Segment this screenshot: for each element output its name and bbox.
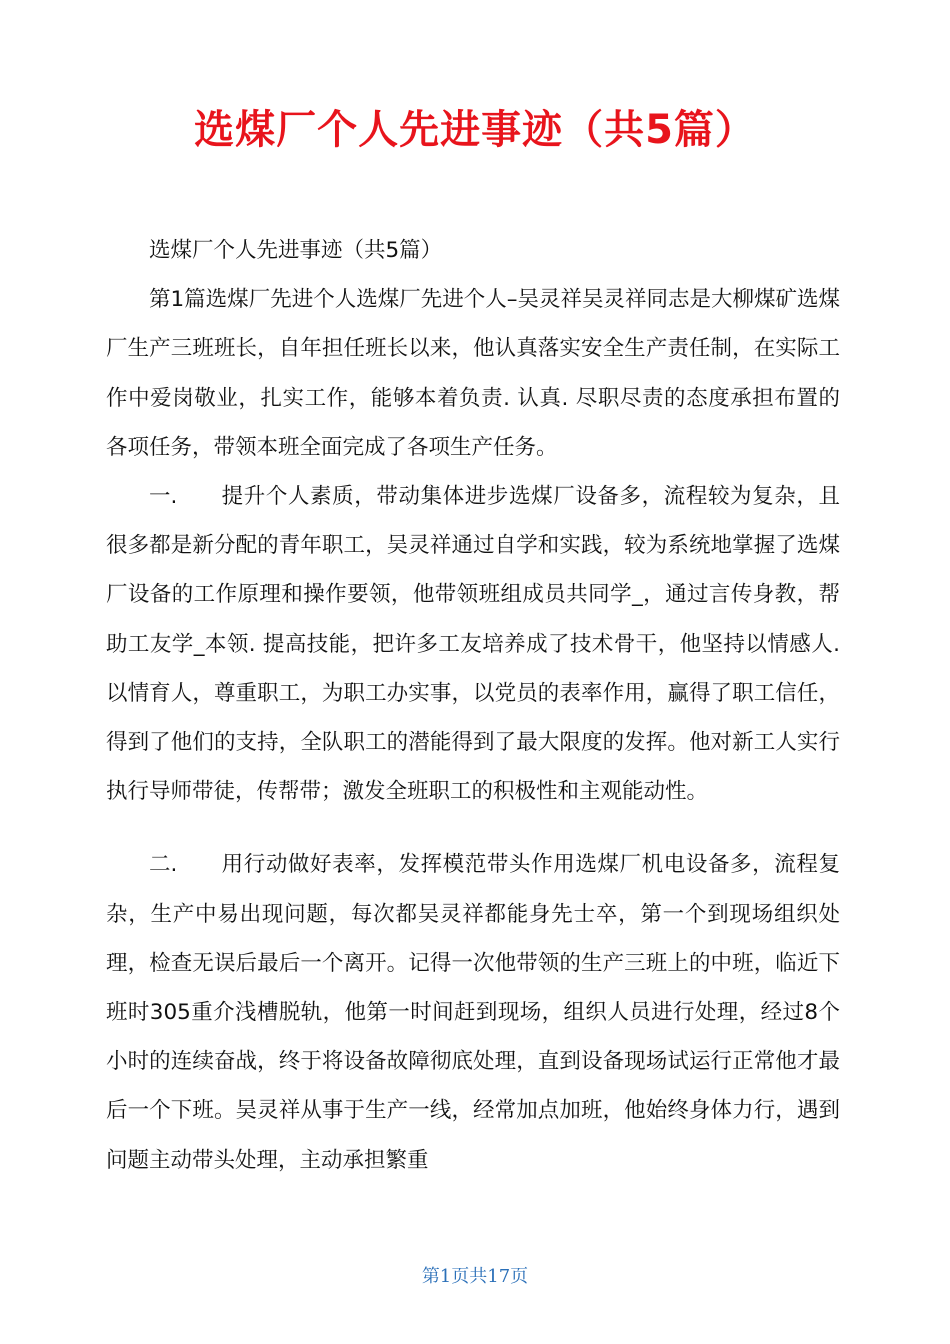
section-gap — [106, 816, 840, 840]
paragraph-1: 第1篇选煤厂先进个人选煤厂先进个人–吴灵祥吴灵祥同志是大柳煤矿选煤厂生产三班班长，自年担任班长以来，他认真落实安全生产责任制，在实际工作中爱岗敬业，扎实工作，能够本着负责. 认真. 尽职尽责的态度承担布置的各项任务，带领本班全面完成了各项生产任务。 — [106, 287, 840, 460]
section-1 — [106, 472, 840, 816]
document-subtitle: 选煤厂个人先进事迹（共5篇） — [149, 238, 443, 263]
document-body — [106, 226, 840, 1185]
document-title: 选煤厂个人先进事迹（共5篇） — [194, 107, 756, 153]
section-2 — [106, 840, 840, 1184]
section-1-number: 一. — [149, 484, 178, 510]
section-1-text: 提升个人素质，带动集体进步选煤厂设备多，流程较为复杂，且很多都是新分配的青年职工，吴灵祥通过自学和实践，较为系统地掌握了选煤厂设备的工作原理和操作要领，他带领班组成员共同学_，通过言传身教，帮助工友学_本领. 提高技能，把许多工友培养成了技术骨干，他坚持以情感人. 以情育人，尊重职工，为职工办实事，以党员的表率作用，赢得了职工信任，得到了他们的支持，全队职工的潜能得到了最大限度的发挥。他对新工人实行执行导师带徒，传帮带；激发全班职工的积极性和主观能动性。 — [106, 484, 840, 805]
section-2-number: 二. — [149, 852, 178, 878]
section-2-text: 用行动做好表率，发挥模范带头作用选煤厂机电设备多，流程复杂，生产中易出现问题，每次都吴灵祥都能身先士卒，第一个到现场组织处理，检查无误后最后一个离开。记得一次他带领的生产三班上的中班，临近下班时305重介浅槽脱轨，他第一时间赶到现场，组织人员进行处理，经过8个小时的连续奋战，终于将设备故障彻底处理，直到设备现场试运行正常他才最后一个下班。吴灵祥从事于生产一线，经常加点加班，他始终身体力行，遇到问题主动带头处理，主动承担繁重 — [106, 852, 840, 1173]
page-footer: 第1页共17页 — [421, 1266, 529, 1287]
